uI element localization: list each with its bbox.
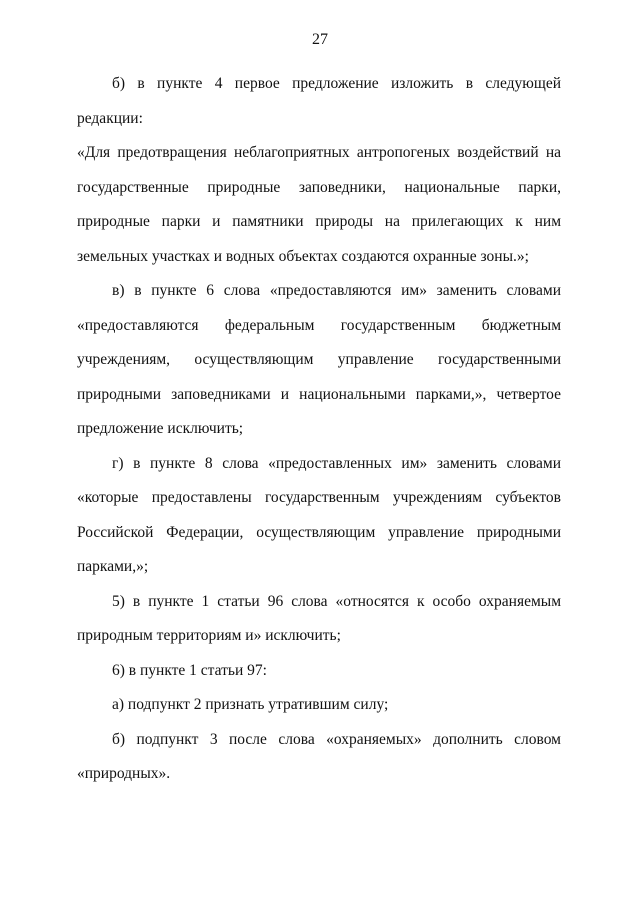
paragraph-v-punkt-6: в) в пункте 6 слова «предоставляются им» заменить словами «предоставляются федеральным государственным бюджетным учреждениям, осуществляющим управление государственными природными заповедниками и национальными парками,», четвертое предложение исключить;: [77, 282, 561, 437]
paragraph-6-statya-97: 6) в пункте 1 статьи 97:: [112, 661, 267, 679]
paragraph-b-podpunkt-3: б) подпункт 3 после слова «охраняемых» дополнить словом «природных».: [77, 730, 561, 782]
paragraph-b-punkt-4: б) в пункте 4 первое предложение изложить в следующей редакции:: [77, 75, 561, 127]
paragraph-a-podpunkt-2: а) подпункт 2 признать утратившим силу;: [112, 696, 389, 713]
paragraph-5-statya-96: 5) в пункте 1 статьи 96 слова «относятся к особо охраняемым природным территориям и» исключить;: [77, 592, 561, 644]
page-number: 27: [312, 31, 328, 48]
paragraph-g-punkt-8: г) в пункте 8 слова «предоставленных им» заменить словами «которые предоставлены государственным учреждениям субъектов Российской Федерации, осуществляющим управление природными парками,»;: [77, 454, 561, 575]
paragraph-quote-okhrannye-zony: «Для предотвращения неблагоприятных антропогеных воздействий на государственные природные заповедники, национальные парки, природные парки и памятники природы на прилегающих к ним земельных участках и водных объектах создаются охранные зоны.»;: [77, 144, 561, 265]
document-body: [77, 67, 561, 792]
